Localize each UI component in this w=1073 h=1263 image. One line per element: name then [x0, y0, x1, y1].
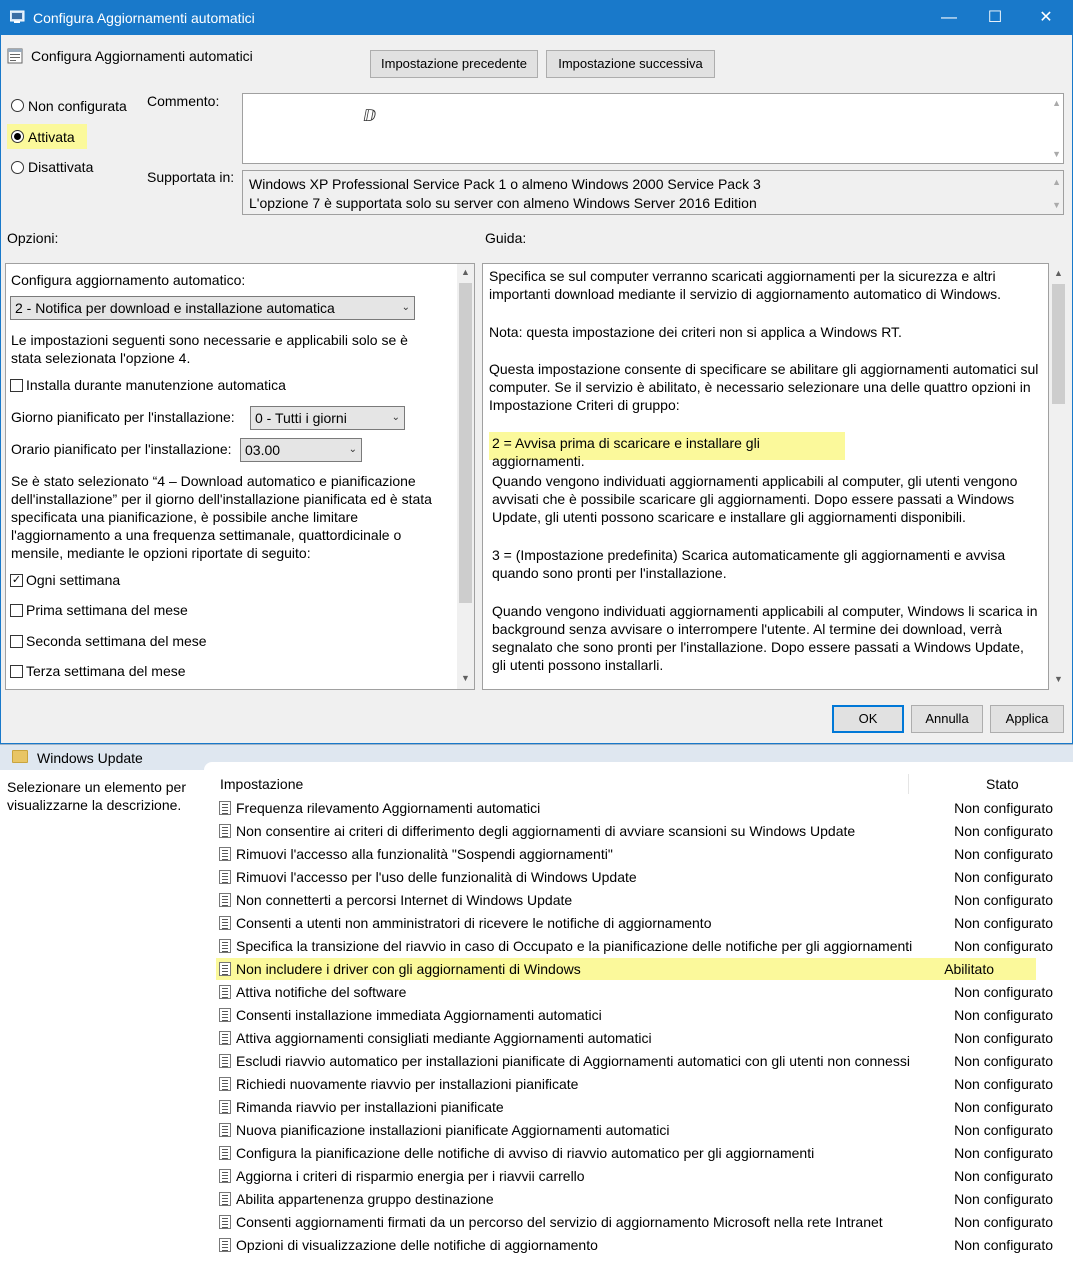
policy-setting-icon	[219, 939, 231, 953]
setting-state: Non configurato	[954, 1007, 1053, 1023]
setting-state: Non configurato	[954, 892, 1053, 908]
policy-setting-icon	[219, 893, 231, 907]
table-row[interactable]	[216, 843, 1066, 865]
day-value: 0 - Tutti i giorni	[255, 410, 347, 426]
setting-state: Non configurato	[954, 846, 1053, 862]
folder-icon	[12, 750, 28, 763]
maximize-icon[interactable]: ☐	[987, 9, 1003, 26]
disabled-radio[interactable]	[11, 161, 24, 174]
setting-state: Non configurato	[954, 1168, 1053, 1184]
title-bar[interactable]	[1, 1, 1072, 35]
setting-state: Non configurato	[954, 1237, 1053, 1253]
setting-state: Non configurato	[954, 869, 1053, 885]
every-week-checkbox[interactable]: ✓	[11, 574, 22, 586]
setting-state: Non configurato	[954, 1053, 1053, 1069]
setting-state: Non configurato	[954, 1145, 1053, 1161]
help-paragraph-4: 2 = Avvisa prima di scaricare e installare gli aggiornamenti.	[489, 432, 845, 460]
setting-name: Richiedi nuovamente riavvio per installazioni pianificate	[236, 1076, 579, 1092]
scroll-down-icon[interactable]: ▼	[1054, 674, 1063, 684]
not-configured-radio[interactable]	[11, 99, 24, 112]
policy-setting-icon	[219, 985, 231, 999]
enabled-radio[interactable]	[11, 130, 24, 143]
setting-name: Escludi riavvio automatico per installazioni pianificate di Aggiornamenti automatici con gli utenti non connessi	[236, 1053, 910, 1069]
scroll-up-icon[interactable]: ▲	[1052, 98, 1061, 108]
setting-state: Non configurato	[954, 800, 1053, 816]
options-label: Opzioni:	[7, 230, 59, 246]
ok-button[interactable]: OK	[832, 705, 904, 733]
column-divider[interactable]	[908, 774, 909, 794]
setting-name: Configura la pianificazione delle notifiche di avviso di riavvio automatico per gli aggiornamenti	[236, 1145, 815, 1161]
setting-name: Attiva notifiche del software	[236, 984, 407, 1000]
policy-setting-icon	[219, 962, 231, 976]
second-week-checkbox[interactable]	[10, 635, 23, 648]
supported-line-2: L'opzione 7 è supportata solo su server con almeno Windows Server 2016 Edition	[249, 195, 757, 211]
time-label: Orario pianificato per l'installazione:	[11, 441, 232, 457]
scroll-down-icon[interactable]: ▼	[1052, 149, 1061, 159]
first-week-label: Prima settimana del mese	[26, 602, 188, 618]
table-row[interactable]	[216, 981, 1066, 1003]
setting-state: Non configurato	[954, 1076, 1053, 1092]
text-cursor-icon: ⅅ	[363, 108, 377, 125]
table-row[interactable]	[216, 912, 1066, 934]
table-row[interactable]	[216, 1234, 1066, 1256]
third-week-checkbox[interactable]	[10, 665, 23, 678]
setting-name: Frequenza rilevamento Aggiornamenti automatici	[236, 800, 541, 816]
column-header-setting[interactable]: Impostazione	[220, 776, 304, 792]
first-week-checkbox[interactable]	[10, 604, 23, 617]
disabled-label: Disattivata	[28, 159, 94, 175]
policy-setting-icon	[219, 916, 231, 930]
column-header-state[interactable]: Stato	[986, 776, 1019, 792]
setting-name: Rimuovi l'accesso per l'uso delle funzionalità di Windows Update	[236, 869, 637, 885]
policy-setting-icon	[219, 801, 231, 815]
help-paragraph-2: Nota: questa impostazione dei criteri non si applica a Windows RT.	[489, 324, 902, 340]
setting-name: Consenti a utenti non amministratori di ricevere le notifiche di aggiornamento	[236, 915, 712, 931]
policy-setting-icon	[219, 1054, 231, 1068]
chevron-down-icon: ⌄	[348, 444, 357, 455]
setting-name: Abilita appartenenza gruppo destinazione	[236, 1191, 494, 1207]
setting-state: Non configurato	[954, 1191, 1053, 1207]
table-row[interactable]	[216, 889, 1066, 911]
table-row[interactable]	[216, 1188, 1066, 1210]
help-scrollbar[interactable]	[1050, 265, 1067, 690]
policy-setting-icon	[219, 1100, 231, 1114]
setting-state: Non configurato	[954, 1122, 1053, 1138]
scrollbar-thumb[interactable]	[1052, 284, 1065, 404]
setting-state: Non configurato	[954, 823, 1053, 839]
supported-on-box	[242, 170, 1064, 215]
chevron-down-icon: ⌄	[401, 302, 410, 313]
supported-label: Supportata in:	[147, 169, 235, 185]
table-row[interactable]	[216, 866, 1066, 888]
setting-name: Attiva aggiornamenti consigliati mediante Aggiornamenti automatici	[236, 1030, 652, 1046]
scroll-up-icon[interactable]: ▲	[1052, 177, 1061, 187]
setting-state: Non configurato	[954, 1030, 1053, 1046]
time-value: 03.00	[245, 442, 281, 458]
time-select[interactable]	[240, 438, 362, 462]
setting-name: Rimanda riavvio per installazioni pianificate	[236, 1099, 504, 1115]
policy-setting-icon	[219, 1123, 231, 1137]
list-corner	[204, 762, 1073, 774]
setting-name: Non includere i driver con gli aggiornamenti di Windows	[236, 961, 581, 977]
second-week-label: Seconda settimana del mese	[26, 633, 207, 649]
options-panel	[5, 263, 475, 690]
folder-title: Windows Update	[37, 750, 143, 766]
help-paragraph-3: Questa impostazione consente di specificare se abilitare gli aggiornamenti automatici sul computer. Se il servizio è abilitato, è necessario selezionare una delle quattro opzioni in Impostazione Criteri di gruppo:	[489, 361, 1039, 413]
comment-label: Commento:	[147, 93, 220, 109]
close-icon[interactable]: ✕	[1039, 9, 1053, 26]
table-row[interactable]	[216, 935, 1066, 957]
setting-state: Non configurato	[954, 1214, 1053, 1230]
config-auto-update-select[interactable]	[10, 296, 415, 320]
help-paragraph-1: Specifica se sul computer verranno scaricati aggiornamenti per la sicurezza e altri importanti download mediante il servizio di aggiornamento automatico di Windows.	[489, 268, 1002, 302]
scroll-down-icon[interactable]: ▼	[1052, 200, 1061, 210]
table-row[interactable]	[216, 797, 1066, 819]
setting-name: Aggiorna i criteri di risparmio energia per i riavvii carrello	[236, 1168, 585, 1184]
help-label: Guida:	[485, 230, 527, 246]
setting-state: Non configurato	[954, 915, 1053, 931]
chevron-down-icon: ⌄	[391, 412, 400, 423]
config-auto-update-value: 2 - Notifica per download e installazione automatica	[15, 300, 335, 316]
table-row[interactable]	[216, 1211, 1066, 1233]
third-week-label: Terza settimana del mese	[26, 663, 186, 679]
maintenance-label: Installa durante manutenzione automatica	[26, 377, 286, 393]
setting-name: Opzioni di visualizzazione delle notifiche di aggiornamento	[236, 1237, 598, 1253]
setting-name: Consenti aggiornamenti firmati da un percorso del servizio di aggiornamento Microsoft nella rete Intranet	[236, 1214, 883, 1230]
table-row[interactable]	[216, 1050, 1066, 1072]
policy-setting-icon	[219, 1192, 231, 1206]
table-row[interactable]	[216, 958, 1036, 980]
supported-line-1: Windows XP Professional Service Pack 1 o almeno Windows 2000 Service Pack 3	[249, 176, 761, 192]
policy-setting-icon	[219, 1077, 231, 1091]
policy-setting-icon	[219, 1238, 231, 1252]
help-paragraph-5: Quando vengono individuati aggiornamenti applicabili al computer, gli utenti vengono avvisati che è possibile scaricare gli aggiornamenti. Dopo essere passati a Windows Update, gli utenti possono scaricare e installare gli aggiornamenti disponibili.	[492, 473, 1018, 525]
setting-name: Consenti installazione immediata Aggiornamenti automatici	[236, 1007, 602, 1023]
config-auto-update-label: Configura aggiornamento automatico:	[11, 272, 246, 288]
setting-name: Specifica la transizione del riavvio in caso di Occupato e la pianificazione delle notifiche per gli aggiornamenti	[236, 938, 913, 954]
table-row[interactable]	[216, 1119, 1066, 1141]
policy-setting-icon	[219, 1146, 231, 1160]
description-pane: Selezionare un elemento per visualizzarne la descrizione.	[7, 779, 187, 813]
policy-list-view	[0, 744, 1073, 1263]
window-title: Configura Aggiornamenti automatici	[33, 10, 255, 26]
policy-setting-icon	[219, 1008, 231, 1022]
cancel-button[interactable]: Annulla	[911, 705, 983, 733]
help-panel	[482, 263, 1049, 690]
apply-button[interactable]: Applica	[990, 705, 1064, 733]
setting-state: Non configurato	[954, 984, 1053, 1000]
scroll-up-icon[interactable]: ▲	[1054, 268, 1063, 278]
table-row[interactable]	[216, 1142, 1066, 1164]
setting-state: Abilitato	[944, 961, 994, 977]
minimize-icon[interactable]: —	[941, 9, 957, 26]
day-select[interactable]	[250, 406, 405, 430]
setting-name: Non consentire ai criteri di differimento degli aggiornamenti di avviare scansioni su Windows Update	[236, 823, 856, 839]
day-label: Giorno pianificato per l'installazione:	[11, 409, 235, 425]
policy-name: Configura Aggiornamenti automatici	[31, 48, 253, 64]
table-row[interactable]	[216, 1027, 1066, 1049]
policy-icon	[7, 48, 23, 64]
scroll-up-icon[interactable]: ▲	[461, 267, 470, 277]
table-row[interactable]	[216, 1073, 1066, 1095]
help-paragraph-7: Quando vengono individuati aggiornamenti applicabili al computer, Windows li scarica in background senza avvisare o interrompere l'utente. Al termine dei download, verrà segnalato che sono pronti per l'installazione. Dopo essere passati a Windows Update, gli utenti possono installarli.	[492, 603, 1038, 673]
previous-setting-button[interactable]: Impostazione precedente	[370, 50, 538, 78]
next-setting-button[interactable]: Impostazione successiva	[546, 50, 715, 78]
not-configured-label: Non configurata	[28, 98, 127, 114]
setting-name: Non connetterti a percorsi Internet di Windows Update	[236, 892, 573, 908]
every-week-label: Ogni settimana	[26, 572, 121, 588]
table-row[interactable]	[216, 1165, 1066, 1187]
setting-name: Nuova pianificazione installazioni pianificate Aggiornamenti automatici	[236, 1122, 670, 1138]
app-icon	[10, 10, 26, 24]
scroll-down-icon[interactable]: ▼	[461, 673, 470, 683]
setting-state: Non configurato	[954, 938, 1053, 954]
comment-textarea[interactable]	[242, 93, 1064, 164]
options-description: Se è stato selezionato “4 – Download automatico e pianificazione dell'installazione” per il giorno dell'installazione pianificata ed è stata specificata una pianificazione, è possibile anche limitare l'aggiornamento a una frequenza settimanale, quattordicinale o mensile, mediante le opzioni riportate di seguito:	[11, 473, 432, 561]
setting-name: Rimuovi l'accesso alla funzionalità "Sospendi aggiornamenti"	[236, 846, 613, 862]
policy-setting-icon	[219, 824, 231, 838]
table-row[interactable]	[216, 820, 1066, 842]
help-paragraph-6: 3 = (Impostazione predefinita) Scarica automaticamente gli aggiornamenti e avvisa quando sono pronti per l'installazione.	[492, 547, 1006, 581]
options-scrollbar[interactable]	[457, 264, 474, 689]
options-note: Le impostazioni seguenti sono necessarie e applicabili solo se è stata selezionata l'opzione 4.	[11, 332, 408, 366]
policy-setting-icon	[219, 1031, 231, 1045]
table-row[interactable]	[216, 1096, 1066, 1118]
policy-setting-icon	[219, 1169, 231, 1183]
enabled-label: Attivata	[28, 129, 75, 145]
policy-setting-icon	[219, 870, 231, 884]
policy-setting-icon	[219, 1215, 231, 1229]
maintenance-checkbox[interactable]	[10, 379, 23, 392]
table-row[interactable]	[216, 1004, 1066, 1026]
scrollbar-thumb[interactable]	[459, 283, 472, 603]
policy-setting-icon	[219, 847, 231, 861]
setting-state: Non configurato	[954, 1099, 1053, 1115]
